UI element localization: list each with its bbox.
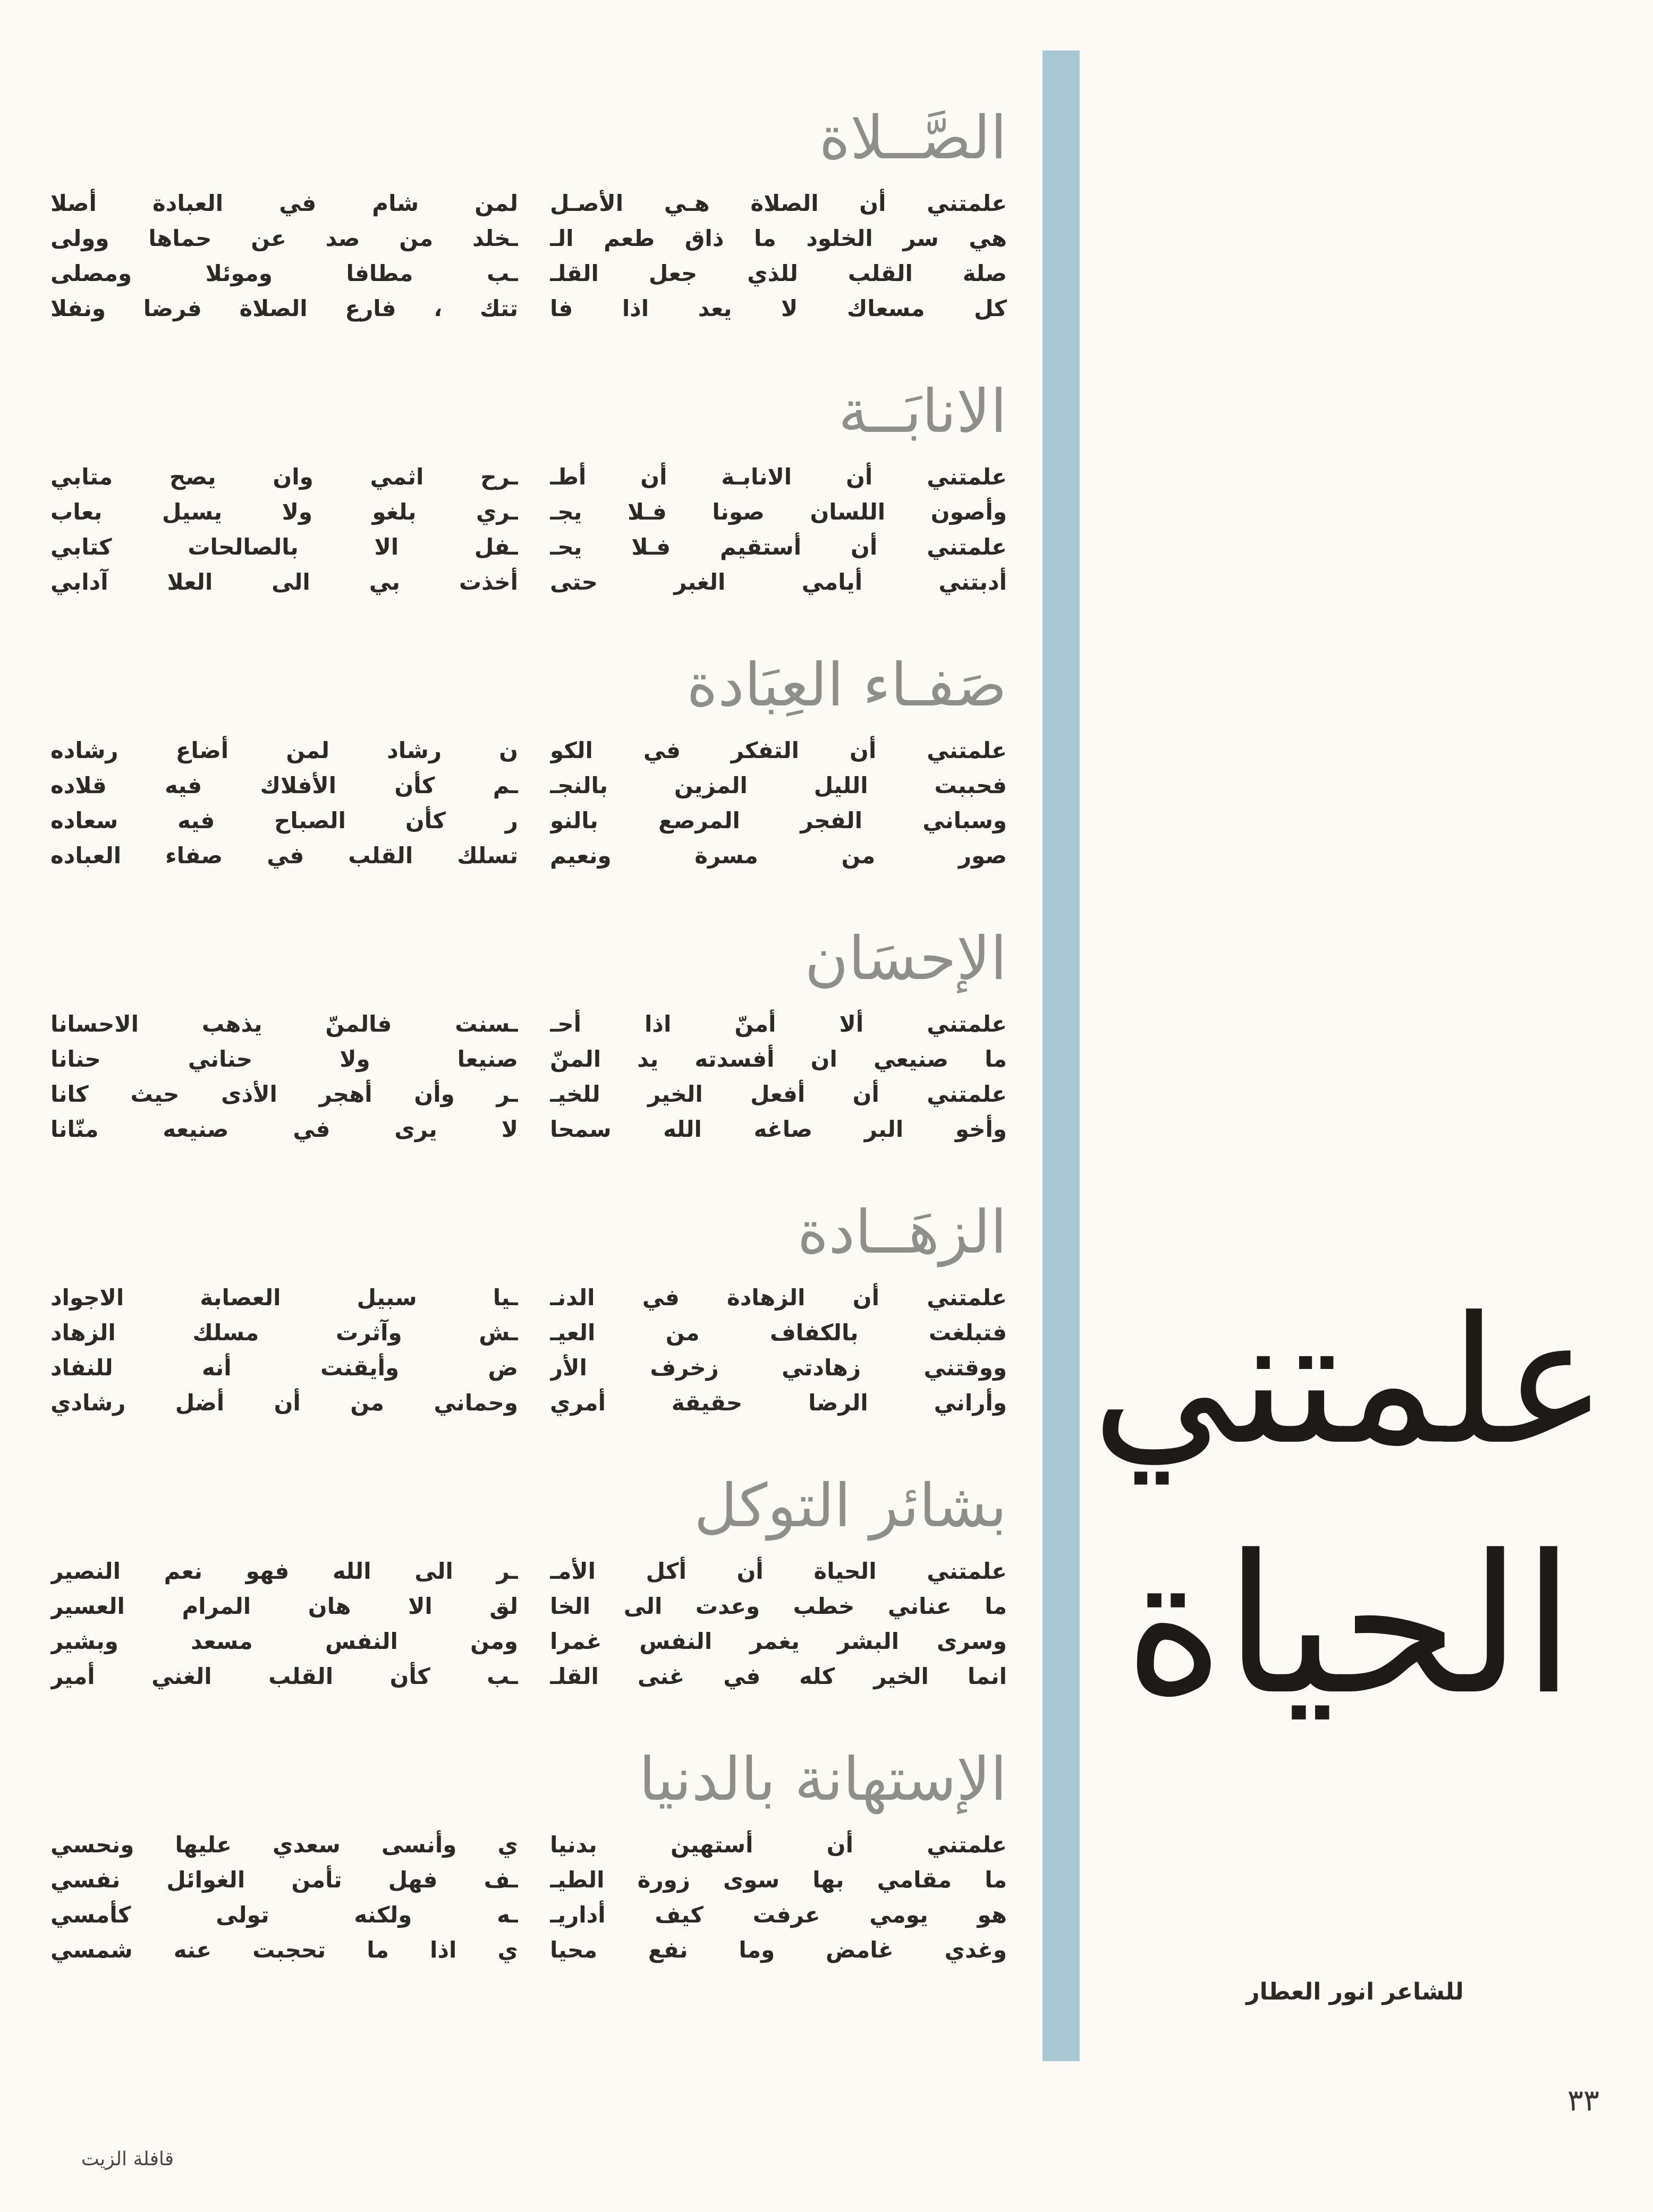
verse-first-half: انما الخير كله في غنى القلـ xyxy=(550,1663,1007,1689)
verse-second-half: ـب كأن القلب الغني أمير xyxy=(50,1663,518,1689)
verse-second-half: ـيا سبيل العصابة الاجواد xyxy=(50,1284,518,1311)
verse-first-half: علمتني أن التفكر في الكو xyxy=(550,737,1007,763)
verse-first-half: وأخو البر صاغه الله سمحا xyxy=(550,1116,1007,1142)
verse-first-half: ووقتني زهادتي زخرف الأر xyxy=(550,1355,1007,1381)
verse-second-half: ي اذا ما تحجبت عنه شمسي xyxy=(50,1937,518,1963)
verse-second-half: ي وأنسى سعدي عليها ونحسي xyxy=(50,1832,518,1858)
verse-line xyxy=(50,291,1007,326)
verse-second-half: ـب مطافا وموئلا ومصلى xyxy=(50,260,518,286)
section-title: الصَّــلاة xyxy=(819,104,1007,173)
magazine-name: قافلة الزيت xyxy=(81,2148,174,2170)
verse-line xyxy=(50,1077,1007,1112)
verse-first-half: علمتني أن أستقيم فـلا يحـ xyxy=(550,534,1007,560)
verse-first-half: وسرى البشر يغمر النفس غمرا xyxy=(550,1628,1007,1654)
verse-first-half: أدبتني أيامي الغبر حتى xyxy=(550,569,1007,595)
verse-second-half: ـري بلغو ولا يسيل بعاب xyxy=(50,499,518,525)
page-title-line-2: الحياة xyxy=(1124,1514,1575,1737)
verse-line xyxy=(50,768,1007,803)
verse-line xyxy=(50,733,1007,768)
verse-line xyxy=(50,495,1007,530)
section-title: الإحسَان xyxy=(804,924,1007,993)
verse-second-half: تتك ، فارع الصلاة فرضا ونفلا xyxy=(50,295,518,321)
section-title: بشائر التوكل xyxy=(694,1471,1007,1541)
decorative-blue-bar xyxy=(1042,50,1080,2061)
verse-line xyxy=(50,803,1007,838)
verse-second-half: ـخلد من صد عن حماها وولى xyxy=(50,225,518,251)
verse-first-half: ما صنيعي ان أفسدته يد المنّ xyxy=(550,1046,1007,1072)
verse-first-half: ما عناني خطب وعدت الى الخا xyxy=(550,1593,1007,1619)
verse-line xyxy=(50,838,1007,873)
verse-second-half: ـر وأن أهجر الأذى حيث كانا xyxy=(50,1081,518,1107)
verse-line xyxy=(50,1862,1007,1898)
verse-second-half: أخذت بي الى العلا آدابي xyxy=(50,569,518,595)
verse-line xyxy=(50,1112,1007,1147)
section-title: صَفـاء العِبَادة xyxy=(686,651,1007,720)
verse-first-half: كل مسعاك لا يعد اذا فا xyxy=(550,295,1007,321)
verse-second-half: وحماني من أن أضل رشادي xyxy=(50,1390,518,1416)
verse-first-half: هي سر الخلود ما ذاق طعم الـ xyxy=(550,225,1007,251)
verse-second-half: ـسنت فالمنّ يذهب الاحسانا xyxy=(50,1011,518,1037)
verse-line xyxy=(50,565,1007,600)
poet-credit: للشاعر انور العطار xyxy=(1246,1978,1464,2005)
poems-column xyxy=(50,106,1007,1997)
verse-first-half: صلة القلب للذي جعل القلـ xyxy=(550,260,1007,286)
verse-first-half: علمتني أن الزهادة في الدنـ xyxy=(550,1284,1007,1311)
section-title: الزهَــادة xyxy=(797,1198,1007,1267)
verse-line xyxy=(50,256,1007,291)
verse-line xyxy=(50,1589,1007,1624)
verse-line xyxy=(50,1624,1007,1659)
verse-second-half: ومن النفس مسعد وبشير xyxy=(50,1628,518,1654)
verse-first-half: علمتني ألا أمنّ اذا أحـ xyxy=(550,1011,1007,1037)
page-title-line-1: علمتني xyxy=(1091,1279,1608,1483)
verse-line xyxy=(50,460,1007,495)
verse-first-half: علمتني أن أستهين بدنيا xyxy=(550,1832,1007,1858)
verse-first-half: علمتني أن أفعل الخير للخيـ xyxy=(550,1081,1007,1107)
verse-first-half: علمتني الحياة أن أكل الأمـ xyxy=(550,1558,1007,1584)
verse-line xyxy=(50,1315,1007,1350)
verse-first-half: فحببت الليل المزين بالنجـ xyxy=(550,772,1007,798)
verse-line xyxy=(50,186,1007,221)
verse-second-half: ـف فهل تأمن الغوائل نفسي xyxy=(50,1867,518,1893)
verse-line xyxy=(50,530,1007,565)
verse-first-half: علمتني أن الانابـة أن أطـ xyxy=(550,464,1007,490)
verse-first-half: هو يومي عرفت كيف أداريـ xyxy=(550,1902,1007,1928)
verse-line xyxy=(50,1385,1007,1420)
verse-line xyxy=(50,221,1007,256)
verse-first-half: صور من مسرة ونعيم xyxy=(550,843,1007,869)
page-number: ٣٣ xyxy=(1567,2083,1600,2118)
verse-first-half: وأصون اللسان صونا فـلا يجـ xyxy=(550,499,1007,525)
verse-second-half: صنيعا ولا حناني حنانا xyxy=(50,1046,518,1072)
verse-first-half: وسباني الفجر المرصع بالنو xyxy=(550,807,1007,833)
verse-second-half: ـش وآثرت مسلك الزهاد xyxy=(50,1320,518,1346)
verse-first-half: ما مقامي بها سوى زورة الطيـ xyxy=(550,1867,1007,1893)
verse-line xyxy=(50,1827,1007,1862)
section-title: الانابَــة xyxy=(838,377,1007,446)
verse-line xyxy=(50,1898,1007,1933)
verse-first-half: وأراني الرضا حقيقة أمري xyxy=(550,1390,1007,1416)
verse-first-half: فتبلغت بالكفاف من العيـ xyxy=(550,1320,1007,1346)
verse-first-half: وغدي غامض وما نفع محيا xyxy=(550,1937,1007,1963)
verse-second-half: ض وأيقنت أنه للنفاد xyxy=(50,1355,518,1381)
verse-second-half: تسلك القلب في صفاء العباده xyxy=(50,843,518,869)
verse-line xyxy=(50,1659,1007,1694)
verse-second-half: لق الا هان المرام العسير xyxy=(50,1593,518,1619)
verse-second-half: ـرح اثمي وان يصح متابي xyxy=(50,464,518,490)
verse-second-half: ن رشاد لمن أضاع رشاده xyxy=(50,737,518,763)
verse-second-half: لا يرى في صنيعه منّانا xyxy=(50,1116,518,1142)
page-title xyxy=(1084,1264,1615,1753)
verse-second-half: ـه ولكنه تولى كأمسي xyxy=(50,1902,518,1928)
verse-line xyxy=(50,1554,1007,1589)
verse-second-half: ر كأن الصباح فيه سعاده xyxy=(50,807,518,833)
verse-second-half: ـر الى الله فهو نعم النصير xyxy=(50,1558,518,1584)
verse-line xyxy=(50,1280,1007,1315)
verse-second-half: ـفل الا بالصالحات كتابي xyxy=(50,534,518,560)
verse-first-half: علمتني أن الصلاة هـي الأصـل xyxy=(550,190,1007,216)
verse-line xyxy=(50,1042,1007,1077)
verse-line xyxy=(50,1007,1007,1042)
verse-line xyxy=(50,1933,1007,1968)
verse-line xyxy=(50,1350,1007,1385)
verse-second-half: ـم كأن الأفلاك فيه قلاده xyxy=(50,772,518,798)
section-title: الإستهانة بالدنيا xyxy=(639,1745,1007,1814)
verse-second-half: لمن شام في العبادة أصلا xyxy=(50,190,518,216)
